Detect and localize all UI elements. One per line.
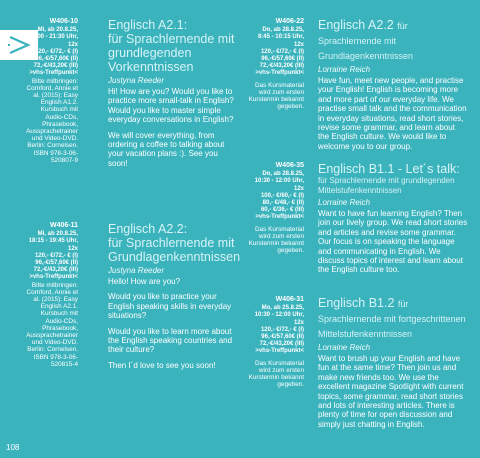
course-time: 20:00 - 21:30 Uhr, xyxy=(28,34,78,41)
course-body: Want to brush up your English and have fun at the same time? Then join us and make new friends too. We use the excellent magazine Spotlight with current topics, some grammar, read short stories and lots of interesting articles. There is plenty of time for open discussion and simply just chatting in English. xyxy=(318,354,464,429)
price-line: 72,-€/43,20€ (III) xyxy=(259,63,304,70)
course-block xyxy=(22,222,78,368)
course-code: W406-22 xyxy=(275,18,304,25)
course-subtitle: für Sprachlernende mit Grundlagenkenntnissen xyxy=(108,236,241,264)
course-units: 12x xyxy=(67,41,78,48)
course-body: Want to have fun learning English? Then join our lively group. We read short stories and articles and revise some grammar. Our focus is on speaking the language and communicating in English. We discuss topics of interest and learn about the English culture too. xyxy=(318,209,468,275)
course-title: Englisch B1.2 xyxy=(318,296,395,310)
course-meta-col1 xyxy=(22,18,78,164)
price-line: 120,- €/72,- € (I) xyxy=(260,48,304,55)
price-line: 96,-€/57,60€ (II) xyxy=(35,260,78,267)
course-title: Englisch A2.2 xyxy=(318,18,394,32)
course-title: Englisch B1.1 - Let´s talk: xyxy=(318,162,460,176)
course-description-col2b xyxy=(108,222,241,370)
course-code: W406-11 xyxy=(49,222,78,229)
course-author: Lorraine Reich xyxy=(318,198,371,207)
course-title: Englisch A2.1: xyxy=(108,18,188,32)
course-material: Bitte mitbringen: Cornford, Annie et al. (2015): Easy English A2.1. Kursbuch mit Audio-CDs, Phrasebook, Aussprachetrainer und Video-DVD. Berlin: Cornelsen. xyxy=(26,281,78,354)
course-material: Das Kursmaterial wird zum ersten Kurstermin bekannt gegeben. xyxy=(248,359,304,389)
course-body: Hello! How are you? xyxy=(108,277,181,286)
vhs-treffpunkt-link[interactable]: >vhs-Treffpunkt< xyxy=(255,214,304,221)
course-description-col2 xyxy=(108,18,236,168)
isbn: ISBN 978-3-06-520815-4 xyxy=(33,353,78,368)
vhs-treffpunkt-link[interactable]: >vhs-Treffpunkt< xyxy=(255,348,304,355)
course-author: Lorraine Reich xyxy=(318,343,371,352)
course-title-line xyxy=(318,18,468,63)
price-line: 96,-€/57,60€ (II) xyxy=(261,56,304,63)
course-body: Would you like to practice your English speaking skills in everyday situations? xyxy=(108,292,232,321)
price-line: 80,- €/48,- € (II) xyxy=(262,200,304,207)
course-body: Then I´d love to see you soon! xyxy=(108,360,216,370)
course-units: 12x xyxy=(67,245,78,252)
course-author: Justyna Reeder xyxy=(108,76,165,85)
price-line: 72,-€/43,20€ (III) xyxy=(33,63,78,70)
course-author: Justyna Reeder xyxy=(108,266,165,275)
course-time: 10:30 - 12:00 Uhr, xyxy=(254,312,304,319)
course-body: Would you like to learn more about the English speaking countries and their culture? xyxy=(108,326,233,355)
page-number: 108 xyxy=(6,443,20,452)
course-meta-col1b xyxy=(22,222,78,368)
course-units: 12x xyxy=(293,319,304,326)
price-line: 120,- €/72,- € (I) xyxy=(34,48,78,55)
course-block xyxy=(248,162,304,254)
course-material: Bitte mitbringen: Cornford, Annie et al. (2015): Easy English A1.2. Kursbuch mit Audio-CDs, Phrasebook, Aussprachetrainer und Video-DVD. Berlin: Cornelsen. xyxy=(26,77,78,150)
course-units: 12x xyxy=(293,41,304,48)
course-day: Do, ab 28.8.25, xyxy=(262,171,304,178)
price-line: 120,- €/72,- € (I) xyxy=(260,326,304,333)
course-time: 8:45 - 10:15 Uhr, xyxy=(257,34,304,41)
course-code: W406-31 xyxy=(275,296,304,303)
vhs-treffpunkt-link[interactable]: >vhs-Treffpunkt< xyxy=(255,70,304,77)
price-line: 72,-€/43,20€ (III) xyxy=(259,341,304,348)
isbn: ISBN 978-3-06-520807-9 xyxy=(33,149,78,164)
vhs-treffpunkt-link[interactable]: >vhs-Treffpunkt< xyxy=(29,274,78,281)
course-description-col4b xyxy=(318,162,468,275)
course-day: Do, ab 28.8.25, xyxy=(262,27,304,34)
course-body: We will cover everything, from ordering a coffee to talking about your vacation plans :). See you soon! xyxy=(108,130,225,168)
course-subtitle: für Sprachlernende mit Grundlagenkenntnissen xyxy=(318,21,414,61)
price-line: 96,-€/57,60€ (II) xyxy=(261,334,304,341)
price-line: 100,- €/60,- € (I) xyxy=(260,192,304,199)
course-block xyxy=(248,296,304,388)
course-day: Mo, ab 25.8.25, xyxy=(261,305,304,312)
course-day: Mi, ab 20.8.25, xyxy=(37,231,78,238)
course-body: Have fun, meet new people, and practise your English! English is becoming more and more part of our everyday life. We practise small talk and the communication in everyday situations, read short stories, revise some grammar, and learn about the English culture. We would like to welcome you to our group. xyxy=(318,76,467,151)
course-title: Englisch A2.2: xyxy=(108,222,188,236)
course-block xyxy=(22,18,78,164)
course-description-col4 xyxy=(318,18,468,151)
course-code: W406-10 xyxy=(49,18,78,25)
price-line: 60,- €/36,- € (III) xyxy=(260,207,304,214)
course-body: Hi! How are you? Would you like to practice more small-talk in English? Would you like to master simple everyday conversations in English? xyxy=(108,87,234,125)
course-author: Lorraine Reich xyxy=(318,65,371,74)
course-title-line xyxy=(318,296,468,341)
course-material: Das Kursmaterial wird zum ersten Kurstermin bekannt gegeben. xyxy=(248,81,304,111)
course-day: Mi, ab 20.8.25, xyxy=(37,27,78,34)
course-subtitle: für Sprachlernende mit grundlegenden Mittelstufenkenntnissen xyxy=(318,176,455,195)
course-code: W406-35 xyxy=(275,162,304,169)
course-subtitle: für Sprachlernende mit grundlegenden Vorkenntnissen xyxy=(108,32,235,74)
course-time: 18:15 - 19:45 Uhr, xyxy=(28,238,78,245)
course-time: 10:30 - 12:00 Uhr, xyxy=(254,178,304,185)
course-material: Das Kursmaterial wird zum ersten Kurstermin bekannt gegeben. xyxy=(248,225,304,255)
price-line: 120,- €/72,- € (I) xyxy=(34,252,78,259)
price-line: 96,-€/57,60€ (II) xyxy=(35,56,78,63)
course-meta-col3c xyxy=(248,296,304,388)
course-units: 12x xyxy=(293,185,304,192)
course-description-col4c xyxy=(318,296,468,429)
course-block xyxy=(248,18,304,110)
vhs-treffpunkt-link[interactable]: >vhs-Treffpunkt< xyxy=(29,70,78,77)
price-line: 72,-€/43,20€ (III) xyxy=(33,267,78,274)
course-meta-col3b xyxy=(248,162,304,254)
course-meta-col3 xyxy=(248,18,304,110)
course-subtitle: für Sprachlernende mit fortgeschrittenen Mittelstufenkenntnissen xyxy=(318,299,466,339)
